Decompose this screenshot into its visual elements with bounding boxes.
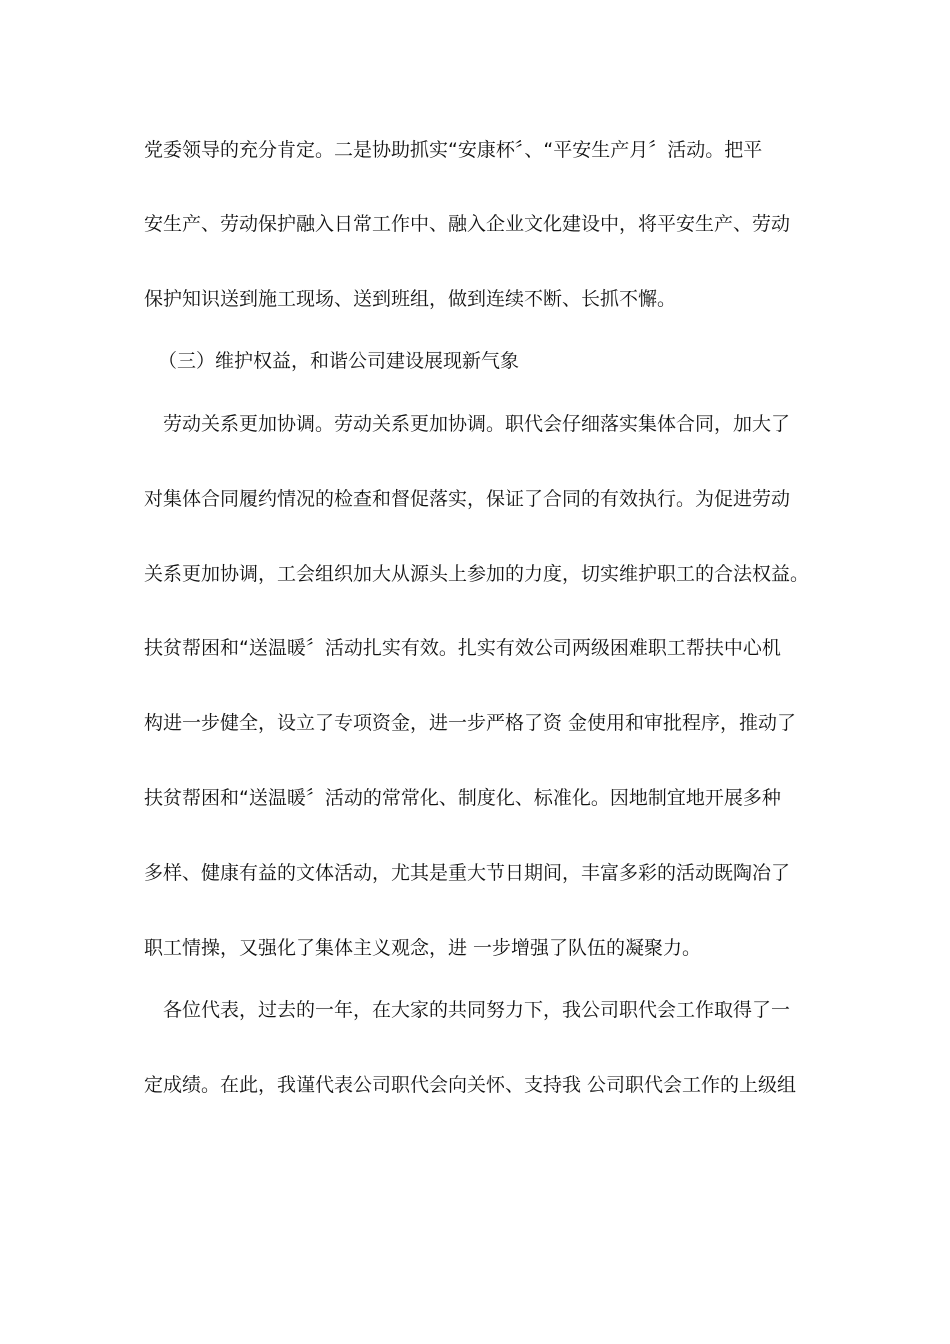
text-line: 各位代表，过去的一年，在大家的共同努力下，我公司职代会工作取得了一 — [163, 999, 791, 1021]
text-line: 保护知识送到施工现场、送到班组，做到连续不断、长抓不懈。 — [144, 288, 677, 310]
text-line: 安生产、劳动保护融入日常工作中、融入企业文化建设中，将平安生产、劳动 — [144, 213, 791, 235]
text-line: 劳动关系更加协调。劳动关系更加协调。职代会仔细落实集体合同，加大了 — [163, 413, 791, 435]
text-line: 多样、健康有益的文体活动，尤其是重大节日期间，丰富多彩的活动既陶冶了 — [144, 862, 791, 884]
text-line: 扶贫帮困和“送温暖〞活动的常常化、制度化、标准化。因地制宜地开展多种 — [144, 787, 781, 809]
text-line: 扶贫帮困和“送温暖〞活动扎实有效。扎实有效公司两级困难职工帮扶中心机 — [144, 637, 781, 659]
text-line: 关系更加协调，工会组织加大从源头上参加的力度，切实维护职工的合法权益。 — [144, 563, 810, 585]
text-line: 职工情操，又强化了集体主义观念，进 一步增强了队伍的凝聚力。 — [144, 937, 702, 959]
text-line: 构进一步健全，设立了专项资金，进一步严格了资 金使用和审批程序，推动了 — [144, 712, 797, 734]
text-line: 对集体合同履约情况的检查和督促落实，保证了合同的有效执行。为促进劳动 — [144, 488, 791, 510]
section-heading: （三）维护权益，和谐公司建设展现新气象 — [158, 350, 520, 372]
text-line: 定成绩。在此，我谨代表公司职代会向关怀、支持我 公司职代会工作的上级组 — [144, 1074, 797, 1096]
text-line: 党委领导的充分肯定。二是协助抓实“安康杯〞、“平安生产月〞活动。把平 — [144, 139, 763, 161]
